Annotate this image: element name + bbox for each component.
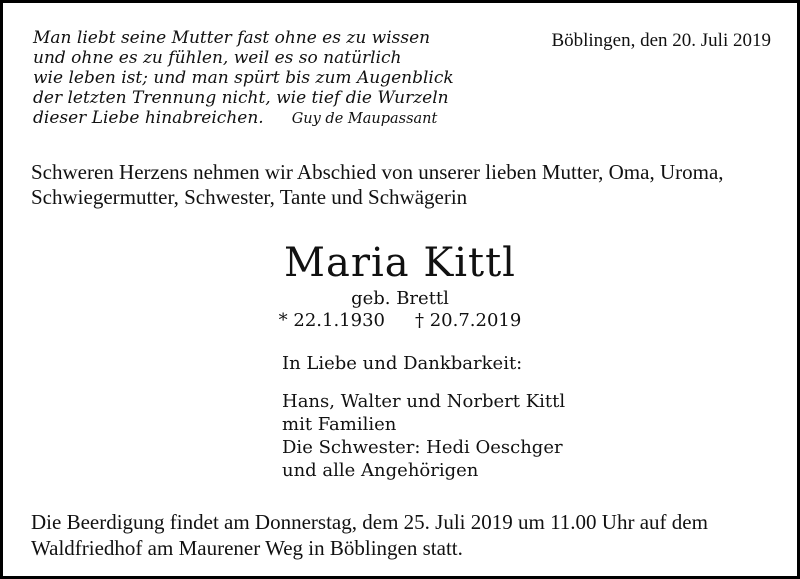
quote-last-line <box>33 108 454 129</box>
birth-date: * 22.1.1930 <box>278 310 385 331</box>
funeral-line: Die Beerdigung findet am Donnerstag, dem 25. Juli 2019 um 11.00 Uhr auf dem <box>31 510 708 534</box>
quote-line: wie leben ist; und man spürt bis zum Augenblick <box>33 68 454 88</box>
intro-line: Schwiegermutter, Schwester, Tante und Schwägerin <box>31 185 468 209</box>
quote-line: der letzten Trennung nicht, wie tief die Wurzeln <box>33 88 449 108</box>
funeral-info <box>31 509 708 561</box>
mourner-line: mit Familien <box>282 414 397 435</box>
intro-line: Schweren Herzens nehmen wir Abschied von unserer lieben Mutter, Oma, Uroma, <box>31 160 724 184</box>
mourner-line: und alle Angehörigen <box>282 460 479 481</box>
deceased-name: Maria Kittl <box>284 240 516 286</box>
deceased-dates <box>3 310 797 331</box>
memorial-quote <box>33 28 454 129</box>
quote-attribution: Guy de Maupassant <box>291 111 438 127</box>
mourner-line: Die Schwester: Hedi Oeschger <box>282 437 563 458</box>
quote-line: dieser Liebe hinabreichen. <box>33 108 264 128</box>
funeral-line: Waldfriedhof am Maurener Weg in Böblingen statt. <box>31 536 463 560</box>
mourners-block <box>282 352 565 482</box>
mourner-line: Hans, Walter und Norbert Kittl <box>282 391 566 412</box>
death-date: † 20.7.2019 <box>415 310 522 331</box>
mourners-salutation: In Liebe und Dankbarkeit: <box>282 353 523 374</box>
quote-line: und ohne es zu fühlen, weil es so natürlich <box>33 48 402 68</box>
dateline: Böblingen, den 20. Juli 2019 <box>551 30 771 51</box>
deceased-birth-name: geb. Brettl <box>351 288 449 309</box>
quote-line: Man liebt seine Mutter fast ohne es zu wissen <box>33 28 431 48</box>
intro-paragraph <box>31 160 724 210</box>
deceased-block <box>3 240 797 331</box>
